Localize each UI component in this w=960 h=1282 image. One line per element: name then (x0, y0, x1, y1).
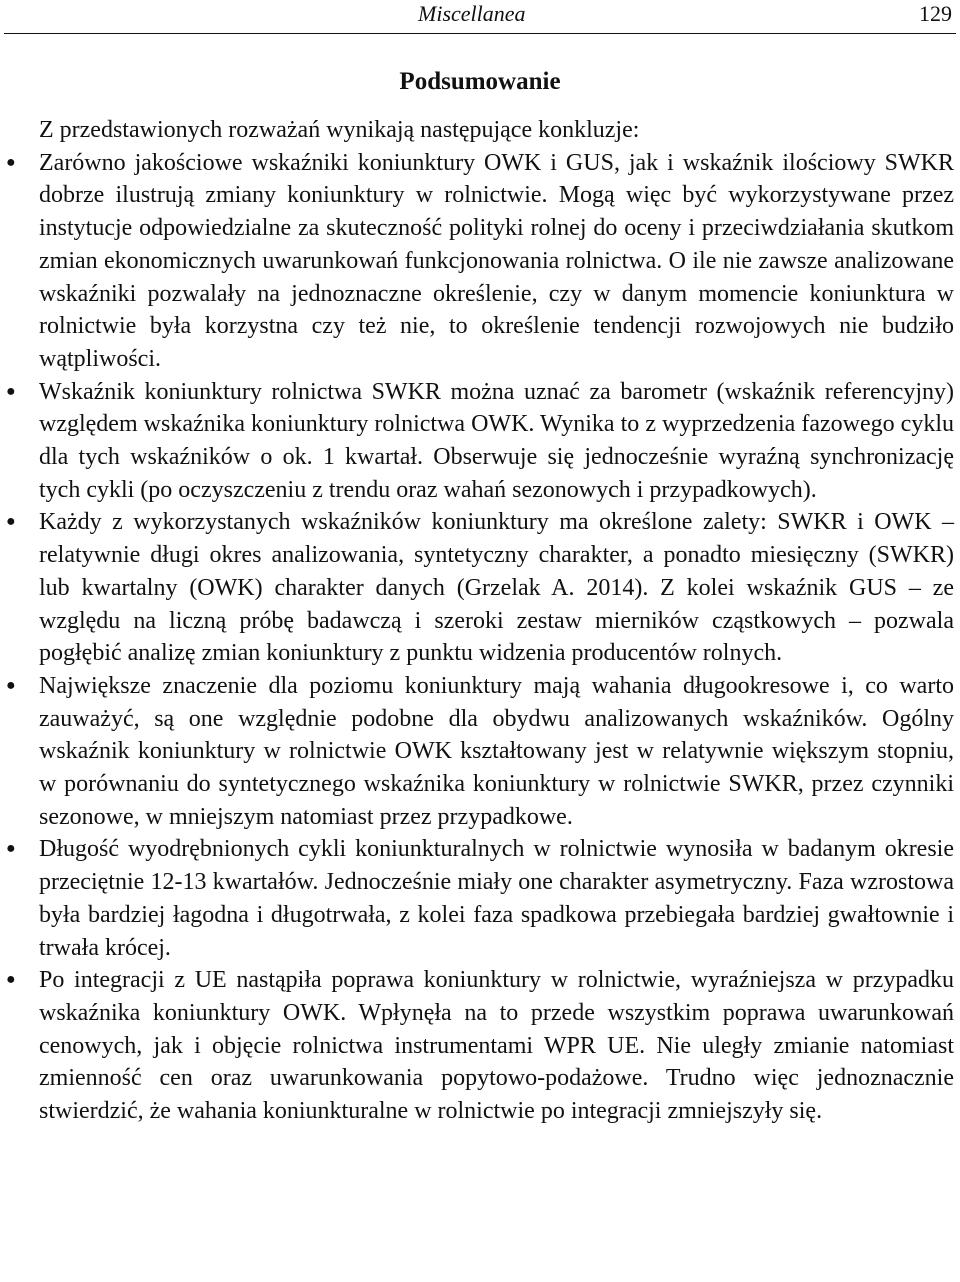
list-item (6, 376, 954, 507)
summary-content (6, 114, 954, 1128)
bullet-icon: ● (6, 840, 16, 858)
page-header (0, 0, 960, 34)
bullet-icon: ● (6, 153, 16, 171)
section-heading: Podsumowanie (399, 68, 561, 95)
bullet-icon: ● (6, 513, 16, 531)
list-item-text: Po integracji z UE nastąpiła poprawa koniunktury w rolnictwie, wyraźniejsza w przypadku wskaźnika koniunktury OWK. Wpłynęła na to przede wszystkim poprawa uwarunkowań cenowych, jak i objęcie rolnictwa instrumentami WPR UE. Nie uległy zmianie natomiast zmienność cen oraz uwarunkowania popytowo-podażowe. Trudno więc jednoznacznie stwierdzić, że wahania koniunkturalne w rolnictwie po integracji zmniejszyły się. (39, 967, 954, 1125)
list-item-text: Każdy z wykorzystanych wskaźników koniunktury ma określone zalety: SWKR i OWK – relatywnie długi okres analizowania, syntetyczny charakter, a ponadto miesięczny (SWKR) lub kwartalny (OWK) charakter danych (Grzelak A. 2014). Z kolei wskaźnik GUS – ze względu na liczną próbę badawczą i szeroki zestaw mierników cząstkowych – pozwala pogłębić analizę zmian koniunktury z punktu widzenia producentów rolnych. (39, 509, 954, 667)
bullet-icon: ● (6, 971, 16, 989)
list-item (6, 506, 954, 670)
list-item-text: Największe znaczenie dla poziomu koniunktury mają wahania długookresowe i, co warto zauważyć, są one względnie podobne dla obydwu analizowanych wskaźników. Ogólny wskaźnik koniunktury w rolnictwie OWK kształtowany jest w relatywnie większym stopniu, w porównaniu do syntetycznego wskaźnika koniunktury w rolnictwie SWKR, przez czynniki sezonowe, w mniejszym natomiast przez przypadkowe. (39, 672, 954, 830)
list-item-text: Długość wyodrębnionych cykli koniunkturalnych w rolnictwie wynosiła w badanym okresie przeciętnie 12-13 kwartałów. Jednocześnie miały one charakter asymetryczny. Faza wzrostowa była bardziej łagodna i długotrwała, z kolei faza spadkowa przebiegała bardziej gwałtownie i trwała krócej. (39, 836, 954, 961)
page-number: 129 (919, 1, 952, 26)
bullet-icon: ● (6, 382, 16, 400)
list-item-text: Zarówno jakościowe wskaźniki koniunktury OWK i GUS, jak i wskaźnik ilościowy SWKR dobrze ilustrują zmiany koniunktury w rolnictwie. Mogą więc być wykorzystywane przez instytucje odpowiedzialne za skuteczność polityki rolnej do oceny i przeciwdziałania skutkom zmian ekonomicznych uwarunkowań funkcjonowania rolnictwa. O ile nie zawsze analizowane wskaźniki pozwalały na jednoznaczne określenie, czy w danym momencie koniunktura w rolnictwie była korzystna czy też nie, to określenie tendencji rozwojowych nie budziło wątpliwości. (39, 149, 954, 372)
intro-paragraph: Z przedstawionych rozważań wynikają następujące konkluzje: (39, 117, 640, 143)
header-rule (4, 33, 956, 34)
list-item (6, 833, 954, 964)
list-item-text: Wskaźnik koniunktury rolnictwa SWKR można uznać za barometr (wskaźnik referencyjny) względem wskaźnika koniunktury rolnictwa OWK. Wynika to z wyprzedzenia fazowego cyklu dla tych wskaźników o ok. 1 kwartał. Obserwuje się jednocześnie wyraźną synchronizację tych cykli (po oczyszczeniu z trendu oraz wahań sezonowych i przypadkowych). (39, 378, 954, 503)
conclusions-list (6, 147, 954, 1128)
running-title: Miscellanea (418, 1, 526, 26)
list-item (6, 147, 954, 376)
bullet-icon: ● (6, 676, 16, 694)
list-item (6, 964, 954, 1128)
list-item (6, 670, 954, 834)
